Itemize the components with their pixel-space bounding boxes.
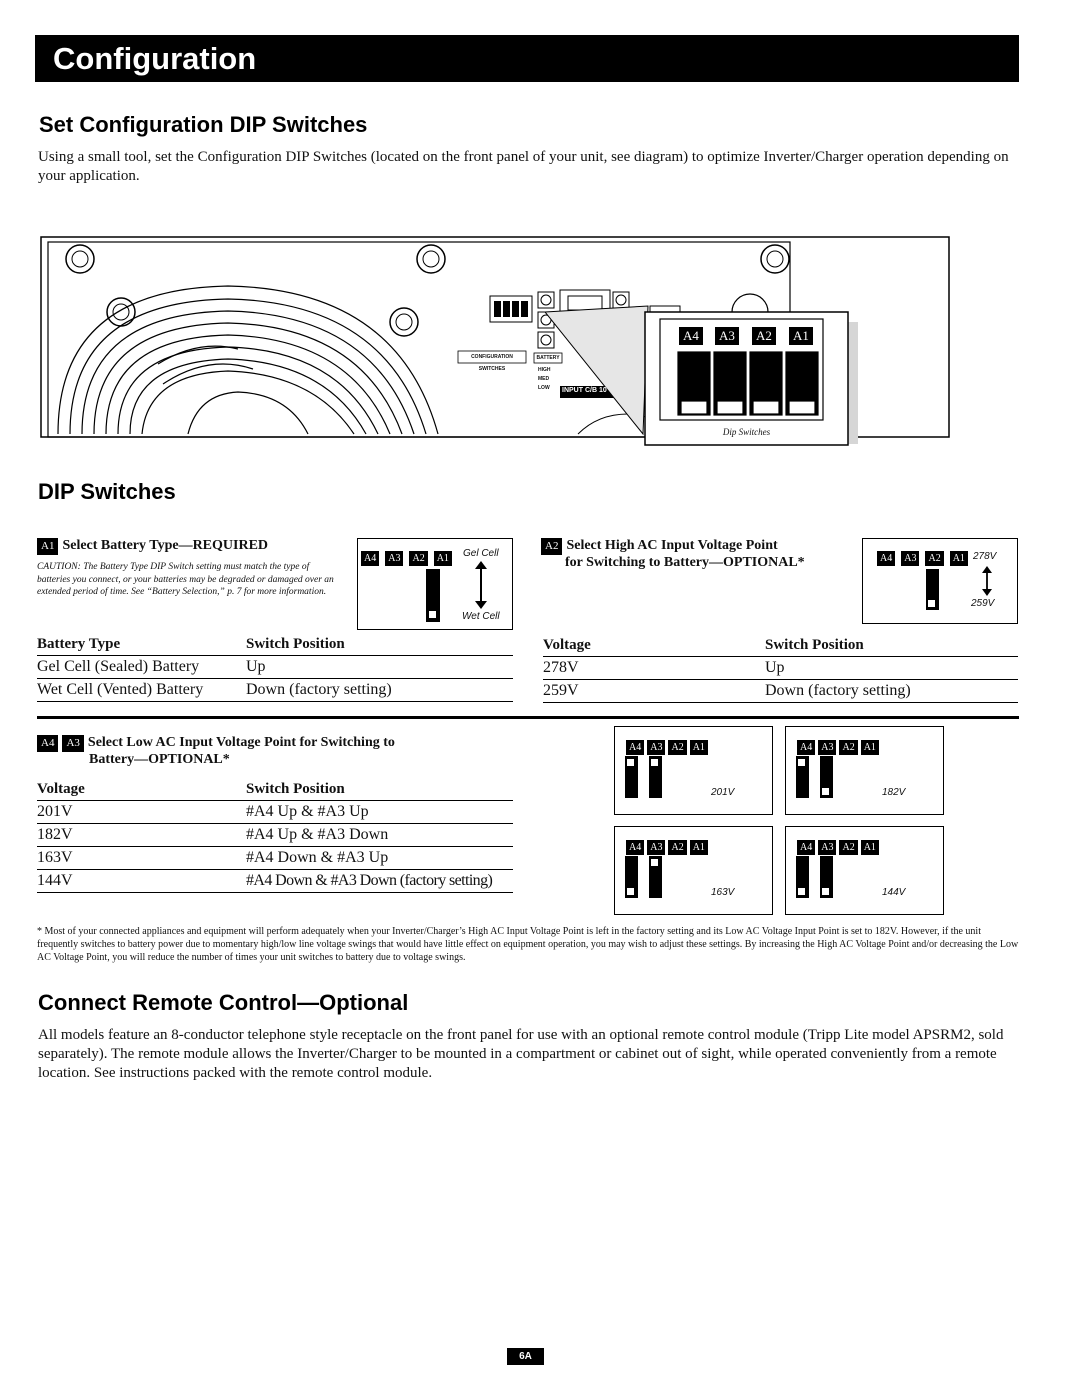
a4a3-table [37,781,513,893]
a3-knob [650,858,659,867]
panel-high-label: HIGH [538,367,551,373]
a2-259-label: 259V [971,598,995,609]
a2-th-voltage: Voltage [543,637,765,657]
a3-knob [650,758,659,767]
table-row [37,870,513,893]
a4-knob [626,758,635,767]
panel-battery-label: BATTERY [536,355,560,361]
a3-switch [649,756,662,798]
a1-th-type: Battery Type [37,636,246,656]
callout-label-a3: A3 [715,327,739,345]
a4a3-badge-a3: A3 [62,735,83,752]
panel-input-label: INPUT C/B 10 [562,387,607,394]
a1-switch-diagram [357,538,513,630]
a1-diag-a2: A2 [409,551,427,566]
a2-diagram-labels [877,548,968,566]
a2-cell-0-0: 278V [543,657,765,680]
a1-diag-a1: A1 [434,551,452,566]
a4a3-title-line2: Battery—OPTIONAL* [89,752,230,767]
table-row [37,847,513,870]
low-voltage-diagram-144V [785,826,944,915]
callout-label-a1: A1 [789,327,813,345]
a1-badge: A1 [37,538,58,555]
a4-switch [796,856,809,898]
a4a3-cell-1-1: #A4 Up & #A3 Down [246,824,513,847]
voltage-label: 163V [711,887,735,898]
a3-switch [820,856,833,898]
a2-diagram-knob [927,599,936,608]
a4a3-cell-3-0: 144V [37,870,246,893]
a2-heading [541,536,857,571]
table-row [37,656,513,679]
a4a3-cell-0-0: 201V [37,801,246,824]
a4-switch [625,756,638,798]
footnote: * Most of your connected appliances and equipment will perform adequately when your Inverter/Charger’s High AC Input Voltage Point is left in the factory setting and its Low AC Voltage Input Point is set to 182V. However, if the unit frequently switches to battery power due to momentary high/low line voltage swings that would have little effect on equipment operation, you may wish to adjust these settings. By increasing the High AC Voltage Point and/or decreasing the Low AC Voltage Point, you will reduce the number of times your unit switches to battery due to voltage swings. [37,926,1019,963]
switch-label-a3: A3 [818,740,836,755]
a3-knob [821,787,830,796]
a2-badge: A2 [541,538,562,555]
a1-gel-label: Gel Cell [463,548,499,559]
a1-diag-a4: A4 [361,551,379,566]
switch-label-a2: A2 [839,840,857,855]
switch-labels [797,837,879,855]
a4-knob [797,887,806,896]
page-number: 6A [507,1348,544,1365]
section-intro-text: Using a small tool, set the Configuration DIP Switches (located on the front panel of your unit, see diagram) to optimize Inverter/Charger operation depending on your application. [38,149,1009,184]
a3-knob [821,887,830,896]
a2-switch-diagram [862,538,1018,624]
a1-heading [37,536,347,555]
a1-wet-label: Wet Cell [462,611,500,622]
a4-knob [626,887,635,896]
switch-labels [626,837,708,855]
a4a3-badge-a4: A4 [37,735,58,752]
section-heading-set-config: Set Configuration DIP Switches [39,112,368,137]
a4a3-cell-2-0: 163V [37,847,246,870]
a1-th-position: Switch Position [246,636,513,656]
a1-cell-1-1: Down (factory setting) [246,679,513,702]
a2-cell-1-1: Down (factory setting) [765,680,1018,703]
a2-diag-a2: A2 [925,551,943,566]
a2-diag-a3: A3 [901,551,919,566]
switch-label-a2: A2 [839,740,857,755]
a4a3-cell-0-1: #A4 Up & #A3 Up [246,801,513,824]
switch-label-a2: A2 [668,740,686,755]
switch-label-a1: A1 [690,740,708,755]
switch-label-a3: A3 [647,740,665,755]
front-panel-diagram [38,234,958,459]
a3-switch [820,756,833,798]
a4-switch [796,756,809,798]
a2-table [543,637,1018,703]
switch-label-a1: A1 [861,740,879,755]
section-divider [37,716,1019,719]
callout-label-a4: A4 [679,327,703,345]
callout-label-a2: A2 [752,327,776,345]
switch-label-a4: A4 [626,840,644,855]
switch-labels [797,737,879,755]
a2-title-line1: Select High AC Input Voltage Point [566,538,778,553]
switch-label-a2: A2 [668,840,686,855]
a3-switch [649,856,662,898]
a1-diag-a3: A3 [385,551,403,566]
callout-caption: Dip Switches [722,427,771,437]
section-heading-dip-switches: DIP Switches [38,479,176,504]
a1-caution-label: CAUTION: [37,562,81,572]
panel-config-label: CONFIGURATION SWITCHES [471,354,513,372]
a2-title-line2: for Switching to Battery—OPTIONAL* [565,555,805,570]
low-voltage-diagram-201V [614,726,773,815]
table-row [37,679,513,702]
a4-switch [625,856,638,898]
a4a3-heading [37,733,527,768]
table-row [543,657,1018,680]
a2-cell-0-1: Up [765,657,1018,680]
switch-label-a4: A4 [797,740,815,755]
remote-body-text: All models feature an 8-conductor telephone style receptacle on the front panel for use with an optional remote control module (Tripp Lite model APSRM2, sold separately). The remote module allows the Inverter/Charger to be mounted in a compartment or cabinet out of sight, while operated conveniently from a remote location. See instructions packed with the remote control module. [38,1027,1004,1081]
voltage-label: 182V [882,787,906,798]
switch-label-a1: A1 [861,840,879,855]
low-voltage-diagram-182V [785,726,944,815]
a1-diagram-knob [428,610,437,619]
a1-diagram-labels [361,548,452,566]
switch-labels [626,737,708,755]
a4a3-cell-3-1: #A4 Down & #A3 Down (factory setting) [246,870,513,893]
a2-cell-1-0: 259V [543,680,765,703]
a1-updown-arrow [474,561,488,609]
a4a3-th-voltage: Voltage [37,781,246,801]
table-row [543,680,1018,703]
page-title-bar: Configuration [35,35,1019,82]
a2-diagram-switch [926,569,939,610]
a2-diag-a1: A1 [950,551,968,566]
a1-title: Select Battery Type—REQUIRED [62,538,269,553]
a1-cell-1-0: Wet Cell (Vented) Battery [37,679,246,702]
a1-cell-0-1: Up [246,656,513,679]
voltage-label: 144V [882,887,906,898]
switch-label-a1: A1 [690,840,708,855]
panel-med-label: MED [538,376,550,382]
switch-label-a3: A3 [818,840,836,855]
a2-diag-a4: A4 [877,551,895,566]
low-voltage-diagrams [614,726,944,916]
table-row [37,824,513,847]
a2-updown-arrow [981,566,993,596]
table-row [37,801,513,824]
section-heading-remote: Connect Remote Control—Optional [38,990,409,1015]
switch-label-a4: A4 [626,740,644,755]
front-panel-drawing [38,234,958,459]
a1-caution [37,561,343,599]
a1-caution-text: The Battery Type DIP Switch setting must match the type of batteries you connect, or your batteries may be degraded or damaged over an extended period of time. See “Battery Selection,” p. 7 for more information. [37,562,334,597]
a1-cell-0-0: Gel Cell (Sealed) Battery [37,656,246,679]
panel-low-label: LOW [538,385,550,391]
a4a3-th-position: Switch Position [246,781,513,801]
a4a3-cell-1-0: 182V [37,824,246,847]
a4-knob [797,758,806,767]
a4a3-title-line1: Select Low AC Input Voltage Point for Switching to [87,735,395,750]
a4a3-cell-2-1: #A4 Down & #A3 Up [246,847,513,870]
a1-diagram-switch [426,569,440,622]
a1-table [37,636,513,702]
a2-th-position: Switch Position [765,637,1018,657]
voltage-label: 201V [711,787,735,798]
low-voltage-diagram-163V [614,826,773,915]
switch-label-a4: A4 [797,840,815,855]
a2-278-label: 278V [973,551,997,562]
switch-label-a3: A3 [647,840,665,855]
